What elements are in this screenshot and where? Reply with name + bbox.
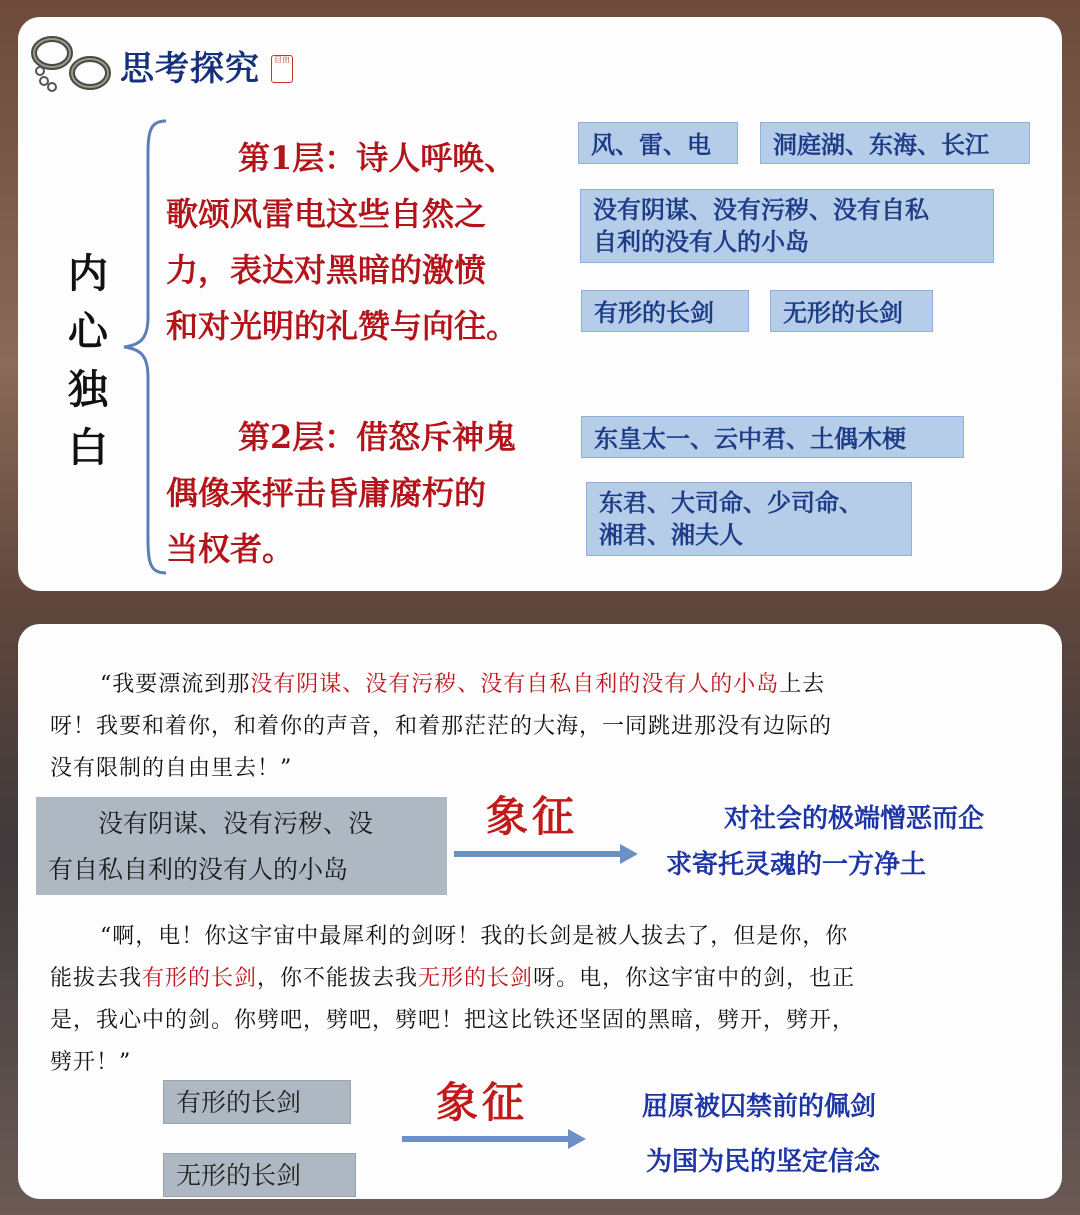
box-label: 湘君、湘夫人 [599,520,743,549]
box-tangible-sword-2 [163,1080,351,1124]
quote-text: 没有限制的自由里去！” [50,756,293,781]
box-label: 东君、大司命、少司命、 [599,488,863,517]
vertical-char: 独 [68,367,108,413]
box-wind-thunder [578,122,738,164]
handcuffs-icon [28,31,112,95]
arrow-right-icon [402,1127,588,1151]
box-island-phrase [36,797,447,895]
quote-text: 上去 [779,672,826,697]
vertical-label [62,245,114,477]
box-island [580,189,994,263]
layer2-line: 偶像来抨击昏庸腐朽的 [166,474,487,512]
quote-text: 是，我心中的剑。你劈吧，劈吧，劈吧！把这比铁还坚固的黑暗，劈开，劈开， [50,1008,856,1033]
box-tangible-sword [581,290,749,332]
box-label: 有形的长剑 [176,1088,302,1117]
vertical-char: 心 [68,309,108,355]
layer2-line: 第2层：借怒斥神鬼 [238,418,517,456]
slide-inner-monologue [18,17,1062,591]
box-label: 无形的长剑 [783,298,903,327]
quote-text: 能拔去我 [50,966,143,991]
quote-text: 呀。电，你这宇宙中的剑，也正 [533,966,856,991]
box-label: 洞庭湖、东海、长江 [773,130,989,159]
symbol-label-1: 象征 [486,792,579,841]
layer1-line: 力，表达对黑暗的激愤 [166,251,487,289]
layer1-text [166,130,556,354]
meaning-2-line1: 屈原被囚禁前的佩剑 [642,1092,877,1122]
quote-highlight: 没有阴谋、没有污秽、没有自私自利的没有人的小岛 [250,672,780,697]
layer2-line: 当权者。 [166,530,295,568]
box-lakes [760,122,1030,164]
quote-island [50,664,1040,790]
layer1-line: 第1层：诗人呼唤、 [238,139,517,177]
box-label: 没有阴谋、没有污秽、没 [98,809,374,838]
quote-text: 呀！我要和着你，和着你的声音，和着那茫茫的大海，一同跳进那没有边际的 [50,714,833,739]
page-title: 思考探究 [120,49,260,89]
quote-highlight: 无形的长剑 [418,966,534,991]
quote-highlight: 有形的长剑 [142,966,258,991]
symbol-label-2: 象征 [436,1078,529,1127]
meaning-2-line2: 为国为民的坚定信念 [646,1147,881,1177]
vertical-char: 白 [68,425,108,471]
layer2-text [166,409,556,577]
box-label: 有自私自利的没有人的小岛 [48,855,349,884]
slide-symbolism [18,624,1062,1199]
quote-text: ，你不能拔去我 [257,966,419,991]
box-gods-2 [586,482,912,556]
seal-text: 自由 [274,55,290,64]
quote-text: “我要漂流到那 [100,672,251,697]
layer1-line: 歌颂风雷电这些自然之 [166,195,487,233]
curly-brace [118,117,170,577]
vertical-char: 内 [68,251,108,297]
seal-stamp [271,55,293,83]
quote-text: 劈开！” [50,1050,132,1075]
meaning-1-line1: 对社会的极端憎恶而企 [724,804,985,834]
quote-text: “啊，电！你这宇宙中最犀利的剑呀！我的长剑是被人拔去了，但是你，你 [100,924,849,949]
layer1-line: 和对光明的礼赞与向往。 [166,307,519,345]
box-label: 没有阴谋、没有污秽、没有自私 [593,195,929,224]
arrow-right-icon [454,842,640,866]
box-label: 无形的长剑 [176,1161,302,1190]
box-gods-1 [581,416,964,458]
box-intangible-sword [770,290,933,332]
box-intangible-sword-2 [163,1153,356,1197]
box-label: 东皇太一、云中君、土偶木梗 [594,424,906,453]
title-banner [28,27,318,99]
box-label: 有形的长剑 [594,298,714,327]
quote-sword [50,916,1040,1084]
box-label: 风、雷、电 [591,130,711,159]
box-label: 自利的没有人的小岛 [593,227,809,256]
meaning-1-line2: 求寄托灵魂的一方净土 [666,850,927,880]
